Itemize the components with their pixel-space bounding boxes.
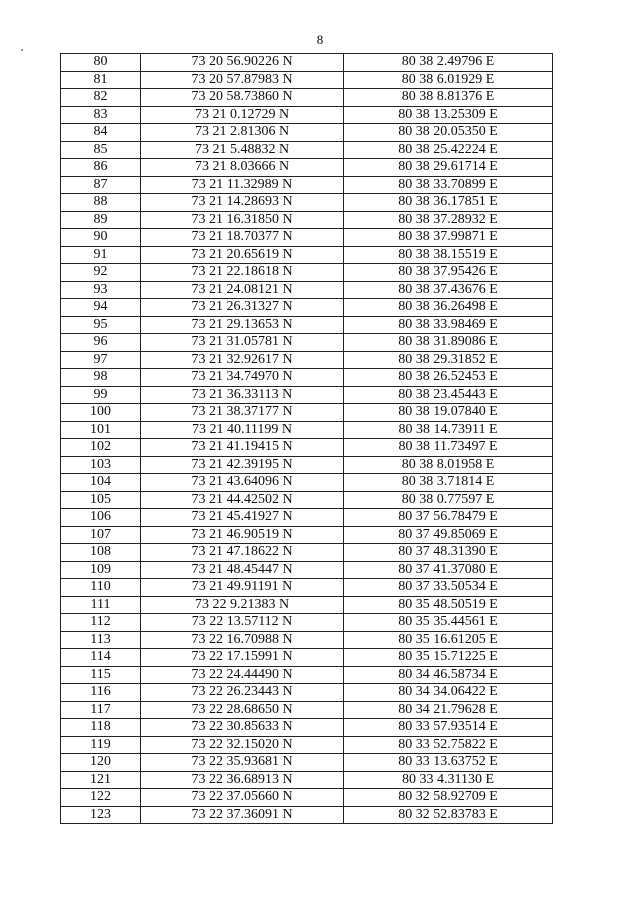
table-row	[61, 474, 553, 492]
latitude-cell: 73 21 45.41927 N	[141, 509, 344, 527]
latitude-cell: 73 22 28.68650 N	[141, 701, 344, 719]
latitude-cell: 73 20 56.90226 N	[141, 54, 344, 72]
longitude-cell: 80 37 49.85069 E	[344, 526, 553, 544]
point-number-cell: 122	[61, 789, 141, 807]
point-number-cell: 109	[61, 561, 141, 579]
longitude-cell: 80 38 29.61714 E	[344, 159, 553, 177]
longitude-cell: 80 38 23.45443 E	[344, 386, 553, 404]
longitude-cell: 80 38 31.89086 E	[344, 334, 553, 352]
longitude-cell: 80 33 57.93514 E	[344, 719, 553, 737]
point-number-cell: 112	[61, 614, 141, 632]
table-row	[61, 246, 553, 264]
point-number-cell: 86	[61, 159, 141, 177]
point-number-cell: 102	[61, 439, 141, 457]
point-number-cell: 80	[61, 54, 141, 72]
longitude-cell: 80 38 29.31852 E	[344, 351, 553, 369]
point-number-cell: 95	[61, 316, 141, 334]
point-number-cell: 83	[61, 106, 141, 124]
table-row	[61, 579, 553, 597]
latitude-cell: 73 21 16.31850 N	[141, 211, 344, 229]
latitude-cell: 73 22 16.70988 N	[141, 631, 344, 649]
table-row	[61, 701, 553, 719]
longitude-cell: 80 38 26.52453 E	[344, 369, 553, 387]
longitude-cell: 80 38 13.25309 E	[344, 106, 553, 124]
latitude-cell: 73 21 26.31327 N	[141, 299, 344, 317]
point-number-cell: 85	[61, 141, 141, 159]
point-number-cell: 91	[61, 246, 141, 264]
latitude-cell: 73 22 24.44490 N	[141, 666, 344, 684]
table-row	[61, 544, 553, 562]
latitude-cell: 73 21 48.45447 N	[141, 561, 344, 579]
latitude-cell: 73 21 46.90519 N	[141, 526, 344, 544]
longitude-cell: 80 38 37.28932 E	[344, 211, 553, 229]
longitude-cell: 80 38 19.07840 E	[344, 404, 553, 422]
longitude-cell: 80 37 33.50534 E	[344, 579, 553, 597]
latitude-cell: 73 21 49.91191 N	[141, 579, 344, 597]
longitude-cell: 80 38 8.01958 E	[344, 456, 553, 474]
table-row	[61, 316, 553, 334]
table-row	[61, 649, 553, 667]
point-number-cell: 113	[61, 631, 141, 649]
longitude-cell: 80 38 37.99871 E	[344, 229, 553, 247]
point-number-cell: 120	[61, 754, 141, 772]
latitude-cell: 73 22 37.05660 N	[141, 789, 344, 807]
latitude-cell: 73 21 18.70377 N	[141, 229, 344, 247]
table-row	[61, 439, 553, 457]
longitude-cell: 80 37 41.37080 E	[344, 561, 553, 579]
longitude-cell: 80 35 48.50519 E	[344, 596, 553, 614]
longitude-cell: 80 38 38.15519 E	[344, 246, 553, 264]
longitude-cell: 80 38 33.70899 E	[344, 176, 553, 194]
table-row	[61, 789, 553, 807]
point-number-cell: 101	[61, 421, 141, 439]
latitude-cell: 73 22 9.21383 N	[141, 596, 344, 614]
longitude-cell: 80 34 46.58734 E	[344, 666, 553, 684]
point-number-cell: 108	[61, 544, 141, 562]
latitude-cell: 73 21 20.65619 N	[141, 246, 344, 264]
latitude-cell: 73 21 2.81306 N	[141, 124, 344, 142]
longitude-cell: 80 37 48.31390 E	[344, 544, 553, 562]
table-row	[61, 421, 553, 439]
point-number-cell: 94	[61, 299, 141, 317]
point-number-cell: 88	[61, 194, 141, 212]
table-row	[61, 299, 553, 317]
latitude-cell: 73 22 17.15991 N	[141, 649, 344, 667]
latitude-cell: 73 21 41.19415 N	[141, 439, 344, 457]
table-row	[61, 124, 553, 142]
latitude-cell: 73 22 13.57112 N	[141, 614, 344, 632]
longitude-cell: 80 38 20.05350 E	[344, 124, 553, 142]
latitude-cell: 73 22 32.15020 N	[141, 736, 344, 754]
latitude-cell: 73 21 38.37177 N	[141, 404, 344, 422]
longitude-cell: 80 32 52.83783 E	[344, 806, 553, 824]
table-row	[61, 736, 553, 754]
point-number-cell: 107	[61, 526, 141, 544]
latitude-cell: 73 21 44.42502 N	[141, 491, 344, 509]
table-row	[61, 176, 553, 194]
latitude-cell: 73 21 36.33113 N	[141, 386, 344, 404]
latitude-cell: 73 22 30.85633 N	[141, 719, 344, 737]
point-number-cell: 82	[61, 89, 141, 107]
table-row	[61, 666, 553, 684]
longitude-cell: 80 33 13.63752 E	[344, 754, 553, 772]
longitude-cell: 80 38 6.01929 E	[344, 71, 553, 89]
coordinates-table	[60, 53, 553, 824]
page-number: 8	[316, 32, 324, 47]
longitude-cell: 80 38 14.73911 E	[344, 421, 553, 439]
latitude-cell: 73 21 43.64096 N	[141, 474, 344, 492]
table-row	[61, 719, 553, 737]
point-number-cell: 119	[61, 736, 141, 754]
point-number-cell: 89	[61, 211, 141, 229]
latitude-cell: 73 21 14.28693 N	[141, 194, 344, 212]
longitude-cell: 80 38 36.17851 E	[344, 194, 553, 212]
table-row	[61, 596, 553, 614]
point-number-cell: 116	[61, 684, 141, 702]
longitude-cell: 80 32 58.92709 E	[344, 789, 553, 807]
latitude-cell: 73 21 11.32989 N	[141, 176, 344, 194]
longitude-cell: 80 35 15.71225 E	[344, 649, 553, 667]
point-number-cell: 118	[61, 719, 141, 737]
point-number-cell: 92	[61, 264, 141, 282]
point-number-cell: 90	[61, 229, 141, 247]
table-row	[61, 106, 553, 124]
table-row	[61, 159, 553, 177]
longitude-cell: 80 38 0.77597 E	[344, 491, 553, 509]
latitude-cell: 73 21 40.11199 N	[141, 421, 344, 439]
longitude-cell: 80 33 52.75822 E	[344, 736, 553, 754]
latitude-cell: 73 21 32.92617 N	[141, 351, 344, 369]
latitude-cell: 73 21 22.18618 N	[141, 264, 344, 282]
point-number-cell: 104	[61, 474, 141, 492]
longitude-cell: 80 34 34.06422 E	[344, 684, 553, 702]
latitude-cell: 73 21 31.05781 N	[141, 334, 344, 352]
table-row	[61, 141, 553, 159]
point-number-cell: 81	[61, 71, 141, 89]
longitude-cell: 80 35 35.44561 E	[344, 614, 553, 632]
longitude-cell: 80 38 25.42224 E	[344, 141, 553, 159]
table-row	[61, 456, 553, 474]
point-number-cell: 100	[61, 404, 141, 422]
table-row	[61, 684, 553, 702]
latitude-cell: 73 21 8.03666 N	[141, 159, 344, 177]
longitude-cell: 80 34 21.79628 E	[344, 701, 553, 719]
table-row	[61, 89, 553, 107]
point-number-cell: 123	[61, 806, 141, 824]
longitude-cell: 80 38 37.95426 E	[344, 264, 553, 282]
latitude-cell: 73 21 34.74970 N	[141, 369, 344, 387]
margin-mark	[21, 49, 23, 51]
latitude-cell: 73 22 26.23443 N	[141, 684, 344, 702]
table-row	[61, 386, 553, 404]
table-row	[61, 211, 553, 229]
point-number-cell: 97	[61, 351, 141, 369]
table-row	[61, 806, 553, 824]
point-number-cell: 114	[61, 649, 141, 667]
longitude-cell: 80 33 4.31130 E	[344, 771, 553, 789]
table-row	[61, 561, 553, 579]
latitude-cell: 73 21 29.13653 N	[141, 316, 344, 334]
latitude-cell: 73 21 47.18622 N	[141, 544, 344, 562]
table-row	[61, 369, 553, 387]
longitude-cell: 80 38 3.71814 E	[344, 474, 553, 492]
table-row	[61, 509, 553, 527]
table-row	[61, 334, 553, 352]
table-row	[61, 281, 553, 299]
table-row	[61, 229, 553, 247]
longitude-cell: 80 35 16.61205 E	[344, 631, 553, 649]
table-row	[61, 351, 553, 369]
latitude-cell: 73 21 5.48832 N	[141, 141, 344, 159]
point-number-cell: 87	[61, 176, 141, 194]
table-row	[61, 491, 553, 509]
latitude-cell: 73 22 36.68913 N	[141, 771, 344, 789]
longitude-cell: 80 38 2.49796 E	[344, 54, 553, 72]
point-number-cell: 105	[61, 491, 141, 509]
table-row	[61, 404, 553, 422]
point-number-cell: 96	[61, 334, 141, 352]
table-row	[61, 264, 553, 282]
latitude-cell: 73 22 35.93681 N	[141, 754, 344, 772]
coordinates-table-body	[61, 54, 553, 824]
point-number-cell: 106	[61, 509, 141, 527]
latitude-cell: 73 22 37.36091 N	[141, 806, 344, 824]
table-row	[61, 71, 553, 89]
longitude-cell: 80 37 56.78479 E	[344, 509, 553, 527]
longitude-cell: 80 38 36.26498 E	[344, 299, 553, 317]
point-number-cell: 99	[61, 386, 141, 404]
latitude-cell: 73 21 42.39195 N	[141, 456, 344, 474]
point-number-cell: 93	[61, 281, 141, 299]
longitude-cell: 80 38 11.73497 E	[344, 439, 553, 457]
point-number-cell: 121	[61, 771, 141, 789]
point-number-cell: 98	[61, 369, 141, 387]
table-row	[61, 771, 553, 789]
point-number-cell: 110	[61, 579, 141, 597]
table-row	[61, 526, 553, 544]
point-number-cell: 117	[61, 701, 141, 719]
table-row	[61, 754, 553, 772]
point-number-cell: 115	[61, 666, 141, 684]
latitude-cell: 73 20 58.73860 N	[141, 89, 344, 107]
table-row	[61, 54, 553, 72]
table-row	[61, 614, 553, 632]
point-number-cell: 111	[61, 596, 141, 614]
longitude-cell: 80 38 8.81376 E	[344, 89, 553, 107]
point-number-cell: 84	[61, 124, 141, 142]
latitude-cell: 73 20 57.87983 N	[141, 71, 344, 89]
table-row	[61, 194, 553, 212]
latitude-cell: 73 21 0.12729 N	[141, 106, 344, 124]
longitude-cell: 80 38 37.43676 E	[344, 281, 553, 299]
table-row	[61, 631, 553, 649]
latitude-cell: 73 21 24.08121 N	[141, 281, 344, 299]
longitude-cell: 80 38 33.98469 E	[344, 316, 553, 334]
point-number-cell: 103	[61, 456, 141, 474]
